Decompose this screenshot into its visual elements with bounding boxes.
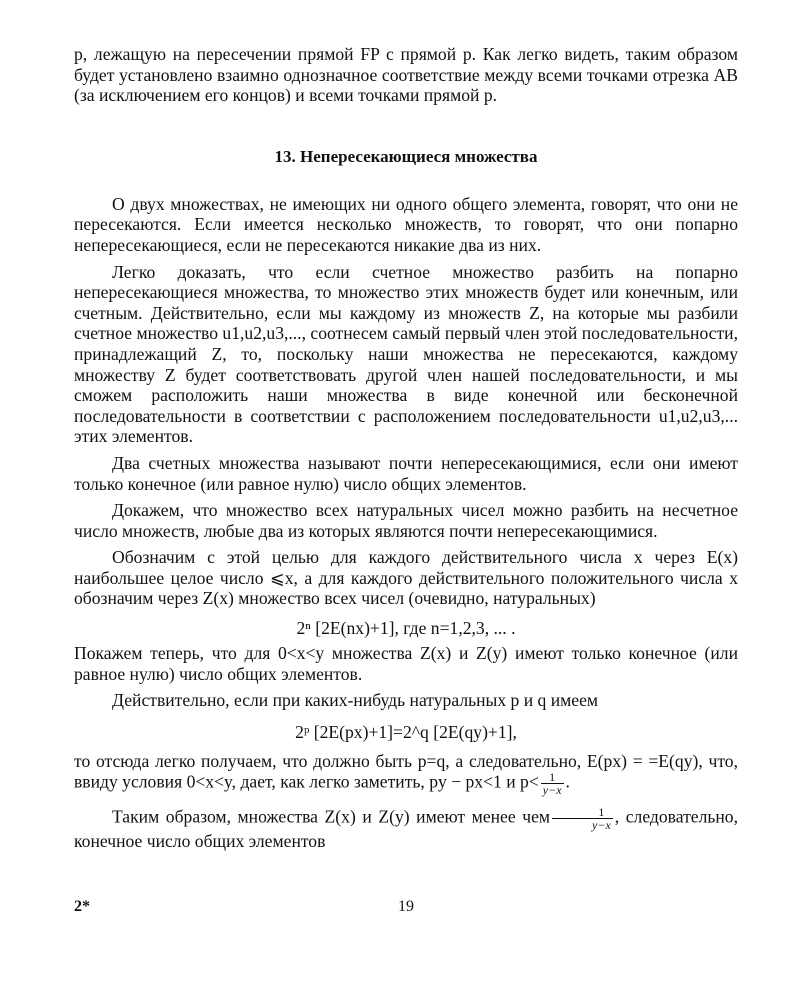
signature-mark: 2* (74, 898, 90, 915)
fraction-conclusion (552, 806, 613, 831)
fraction-denominator: y−x (542, 783, 562, 798)
paragraph-conclusion (74, 806, 738, 852)
paragraph-claim: Докажем, что множество всех натуральных чисел можно разбить на несчетное число множеств, любые два из которых являются почти непересекающимися. (74, 500, 738, 541)
page-body (74, 44, 738, 852)
formula-zx-set: 2ⁿ [2E(nx)+1], где n=1,2,3, ... . (296, 618, 516, 639)
formula-equality: 2ᵖ [2E(px)+1]=2^q [2E(qy)+1], (295, 721, 517, 742)
fraction-numerator: 1 (541, 771, 564, 784)
consequence-text: то отсюда легко получаем, что должно быть p=q, а следовательно, E(px) = =E(qy), что, ввиду условия 0<x<y, дает, как легко заметить, py − px<1 и p< (74, 750, 738, 792)
paragraph-show-finite: Покажем теперь, что для 0<x<y множества Z(x) и Z(y) имеют только конечное (или равное нулю) число общих элементов. (74, 643, 738, 684)
section-heading: 13. Непересекающиеся множества (274, 146, 538, 166)
page-number: 19 (398, 898, 414, 915)
consequence-end: . (565, 771, 570, 792)
intro-paragraph: p, лежащую на пересечении прямой FP с прямой p. Как легко видеть, таким образом будет установлено взаимно однозначное соответствие между всеми точками отрезка AB (за исключением его концов) и всеми точками прямой p. (74, 44, 738, 106)
paragraph-disjoint-definition: О двух множествах, не имеющих ни одного общего элемента, говорят, что они не пересекаются. Если имеется несколько множеств, то говорят, что они попарно непересекающиеся, если не пересекаются никакие два из них. (74, 193, 738, 255)
page-footer (74, 898, 738, 920)
conclusion-text: Таким образом, множества Z(x) и Z(y) имеют менее чем (112, 806, 551, 827)
fraction-numerator: 1 (552, 806, 613, 819)
fraction-one-over-y-minus-x (541, 771, 564, 796)
paragraph-consequence (74, 751, 738, 797)
paragraph-indeed: Действительно, если при каких-нибудь натуральных p и q имеем (112, 690, 599, 711)
paragraph-countable-partition: Легко доказать, что если счетное множество разбить на попарно непересекающиеся множества, то множество этих множеств будет или конечным, или счетным. Действительно, если мы каждому из множеств Z, на которые мы разбили счетное множество u1,u2,u3,..., соотнесем самый первый член этой последовательности, принадлежащий Z, то, поскольку наши множества не пересекаются, каждому множеству Z будет соответствовать другой член нашей последовательности, и мы сможем расположить наши множества в виде конечной или бесконечной последовательности в соответствии с расположением последовательности u1,u2,u3,... этих элементов. (74, 261, 738, 447)
conclusion-end: , следовательно, конечное число общих элементов (74, 806, 738, 852)
fraction-denominator: y−x (592, 818, 611, 833)
paragraph-almost-disjoint-definition: Два счетных множества называют почти непересекающимися, если они имеют только конечное (или равное нулю) число общих элементов. (74, 452, 738, 494)
paragraph-notation: Обозначим с этой целью для каждого действительного числа x через E(x) наибольшее целое число ⩽x, а для каждого действительного положительного числа x обозначим через Z(x) множество всех чисел (очевидно, натуральных) (74, 547, 738, 609)
